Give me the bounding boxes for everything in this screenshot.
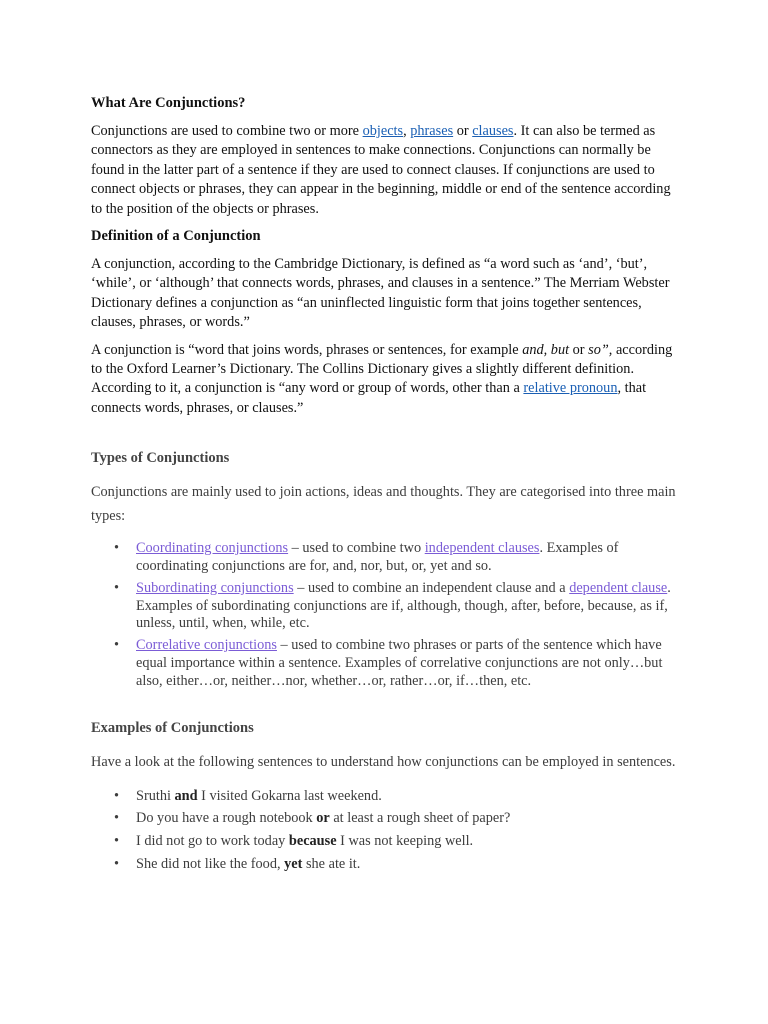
example-item: • I did not go to work today because I was not keeping well. xyxy=(114,833,474,850)
link-objects[interactable]: objects xyxy=(362,123,404,139)
link-correlative-conjunctions[interactable]: Correlative conjunctions xyxy=(136,637,277,654)
examples-list xyxy=(91,788,681,874)
bullet: • xyxy=(114,637,120,654)
link-clauses[interactable]: clauses xyxy=(472,123,514,139)
link-subordinating-conjunctions[interactable]: Subordinating conjunctions xyxy=(136,579,294,596)
link-relative-pronoun[interactable]: relative pronoun xyxy=(523,380,618,397)
example-item: • Sruthi and I visited Gokarna last weekend. xyxy=(114,787,382,804)
bullet: • xyxy=(114,787,120,804)
heading-definition: Definition of a Conjunction xyxy=(91,228,261,245)
heading-what-are-conjunctions: What Are Conjunctions? xyxy=(91,95,246,111)
link-dependent-clause[interactable]: dependent clause xyxy=(569,579,668,596)
definition-paragraph-2: A conjunction is “word that joins words, phrases or sentences, for example and, but or so”, according to the Oxford Learner’s Dictionary. The Collins Dictionary gives a slightly different definition. According to it, a conjunction is “any word or group of words, other than a relative pronoun, that connects words, phrases, or clauses.” xyxy=(91,341,673,416)
link-coordinating-conjunctions[interactable]: Coordinating conjunctions xyxy=(136,540,289,557)
link-independent-clauses[interactable]: independent clauses xyxy=(424,540,540,557)
examples-intro: Have a look at the following sentences to understand how conjunctions can be employed in sentences. xyxy=(91,753,676,770)
heading-types: Types of Conjunctions xyxy=(91,450,230,467)
types-intro: Conjunctions are mainly used to join actions, ideas and thoughts. They are categorised into three main types: xyxy=(91,484,676,525)
definition-paragraph-1: A conjunction, according to the Cambridge Dictionary, is defined as “a word such as ‘and’, ‘but’, ‘while’, or ‘although’ that connects words, phrases, and clauses in a sentence.” The Merriam Webster Dictionary defines a conjunction as “an uninflected linguistic form that joins together sentences, clauses, phrases, or words.” xyxy=(91,256,670,331)
heading-examples: Examples of Conjunctions xyxy=(91,719,254,736)
example-item: • Do you have a rough notebook or at least a rough sheet of paper? xyxy=(114,810,511,827)
list-item-subordinating: • Subordinating conjunctions – used to combine an independent clause and a dependent clause. Examples of subordinating conjunctions are if, although, though, after, before, because, as if, unless, until, when, while, etc. xyxy=(114,579,671,632)
list-item-coordinating: • Coordinating conjunctions – used to combine two independent clauses. Examples of coordinating conjunctions are for, and, nor, but, or, yet and so. xyxy=(114,540,619,575)
link-phrases[interactable]: phrases xyxy=(410,123,454,139)
document-content xyxy=(91,90,681,874)
list-item-correlative: • Correlative conjunctions – used to combine two phrases or parts of the sentence which have equal importance within a sentence. Examples of correlative conjunctions are not only…but also, either…or, neither…nor, whether…or, rather…or, if…then, etc. xyxy=(114,637,663,689)
bullet: • xyxy=(114,540,120,557)
example-item: • She did not like the food, yet she ate it. xyxy=(114,856,361,873)
bullet: • xyxy=(114,833,120,850)
bullet: • xyxy=(114,810,120,827)
types-list xyxy=(91,540,681,690)
bullet: • xyxy=(114,856,120,873)
bullet: • xyxy=(114,579,120,596)
intro-paragraph: Conjunctions are used to combine two or more objects, phrases or clauses. It can also be termed as connectors as they are employed in sentences to make connections. Conjunctions can normally be found in the latter part of a sentence if they are used to connect clauses. If conjunctions are used to connect objects or phrases, they can appear in the beginning, middle or end of the sentence according to the position of the objects or phrases. xyxy=(91,123,671,217)
